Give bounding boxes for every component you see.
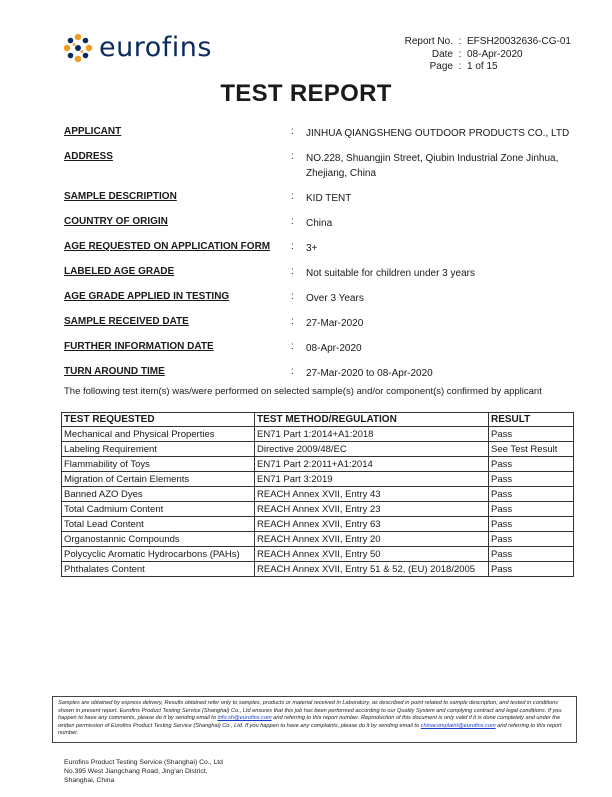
meta-separator: : [458,48,462,60]
disclaimer-text-2: and referring to this report number. Reproduction of this document is only valid if it is done completely and under the written permission of Eurofins Product Testing Service (Shanghai) Co., Ltd. If you happen to have any complaints, please do it by sending email to [58,715,561,729]
method-cell: REACH Annex XVII, Entry 51 & 52, (EU) 2018/2005 [255,562,489,577]
result-cell: Pass [489,487,574,502]
result-cell: Pass [489,532,574,547]
info-separator: : [291,126,294,137]
date-row [395,49,571,62]
info-email-link[interactable]: info.sh@eurofins.com [217,715,272,722]
footer-city: Shanghai, China [64,777,115,784]
further-info-value: 08-Apr-2020 [306,343,362,354]
date-label: Date [431,48,453,60]
info-separator: : [291,241,294,252]
further-info-label: FURTHER INFORMATION DATE [64,341,214,352]
info-separator: : [291,266,294,277]
brand-name: eurofins [99,32,212,63]
result-cell: Pass [489,562,574,577]
footer-company: Eurofins Product Testing Service (Shanghai) Co., Ltd [64,759,223,766]
result-cell: Pass [489,547,574,562]
test-cell: Polycyclic Aromatic Hydrocarbons (PAHs) [62,547,255,562]
table-row [62,517,574,532]
result-cell: Pass [489,427,574,442]
table-row [62,457,574,472]
result-cell: Pass [489,472,574,487]
result-cell: Pass [489,457,574,472]
method-cell: REACH Annex XVII, Entry 23 [255,502,489,517]
received-date-value: 27-Mar-2020 [306,318,364,329]
method-cell: Directive 2009/48/EC [255,442,489,457]
address-value: NO.228, Shuangjin Street, Qiubin Industrial Zone Jinhua, Zhejiang, China [306,153,559,179]
country-label: COUNTRY OF ORIGIN [64,216,168,227]
page-label: Page [429,61,453,72]
footer-address [64,758,223,785]
info-separator: : [291,341,294,352]
info-separator: : [291,316,294,327]
footer-street: No.395 West Jiangchang Road, Jing'an District, [64,768,208,775]
method-cell: REACH Annex XVII, Entry 20 [255,532,489,547]
sample-description-label: SAMPLE DESCRIPTION [64,191,177,202]
report-no-label: Report No. [404,36,453,47]
table-row [62,562,574,577]
report-meta [395,36,571,74]
sample-description-value: KID TENT [306,193,352,204]
country-value: China [306,218,333,229]
page-title: TEST REPORT [220,80,392,107]
labeled-age-value: Not suitable for children under 3 years [306,268,475,279]
age-requested-value: 3+ [306,243,318,254]
date-value: 08-Apr-2020 [467,48,523,60]
page-value: 1 of 15 [467,61,498,72]
table-row [62,472,574,487]
test-items-note: The following test item(s) was/were performed on selected sample(s) and/or component(s) confirmed by applicant [64,386,542,397]
result-cell: See Test Result [489,442,574,457]
labeled-age-label: LABELED AGE GRADE [64,266,175,277]
test-cell: Migration of Certain Elements [62,472,255,487]
method-cell: EN71 Part 2:2011+A1:2014 [255,457,489,472]
applicant-label: APPLICANT [64,126,122,137]
method-cell: REACH Annex XVII, Entry 50 [255,547,489,562]
result-cell: Pass [489,502,574,517]
eurofins-logo [63,32,212,63]
method-cell: EN71 Part 1:2014+A1:2018 [255,427,489,442]
col-result: RESULT [489,413,574,427]
applicant-value: JINHUA QIANGSHENG OUTDOOR PRODUCTS CO., LTD [306,128,570,139]
turnaround-label: TURN AROUND TIME [64,366,165,377]
turnaround-value: 27-Mar-2020 to 08-Apr-2020 [306,368,433,379]
info-separator: : [291,191,294,202]
table-row [62,442,574,457]
method-cell: REACH Annex XVII, Entry 63 [255,517,489,532]
info-separator: : [291,291,294,302]
table-row [62,502,574,517]
test-cell: Total Cadmium Content [62,502,255,517]
method-cell: REACH Annex XVII, Entry 43 [255,487,489,502]
table-row [62,532,574,547]
col-test-method: TEST METHOD/REGULATION [255,413,489,427]
method-cell: EN71 Part 3:2019 [255,472,489,487]
page-row [395,61,571,74]
table-row [62,487,574,502]
address-label: ADDRESS [64,151,113,162]
results-table [61,412,574,577]
age-requested-label: AGE REQUESTED ON APPLICATION FORM [64,241,271,252]
info-separator: : [291,216,294,227]
result-cell: Pass [489,517,574,532]
report-no-row [395,36,571,49]
table-header-row [62,413,574,427]
disclaimer-box [52,696,577,743]
report-no-value: EFSH20032636-CG-01 [467,36,571,47]
age-applied-label: AGE GRADE APPLIED IN TESTING [64,291,230,302]
table-row [62,427,574,442]
disclaimer-text-1: Samples are obtained by express delivery, Results obtained refer only to samples, products or material received in Laboratory, as described in point related to sample description, and tested in conditions shown in present report. Eurofins Product Testing Service (Shanghai) Co., Ltd ensures that this job has been performed according to our Quality System and complying contract and legal conditions. If you happen to have any comments, please do it by sending email to [58,700,562,722]
test-cell: Banned AZO Dyes [62,487,255,502]
complaint-email-link[interactable]: chinacomplaint@eurofins.com [420,722,496,729]
info-separator: : [291,366,294,377]
col-test-requested: TEST REQUESTED [62,413,255,427]
info-separator: : [291,151,294,162]
test-cell: Mechanical and Physical Properties [62,427,255,442]
meta-separator: : [458,36,462,47]
eurofins-dots-icon [63,33,93,63]
disclaimer-text-3: and referring to this report number. [58,722,562,737]
test-cell: Total Lead Content [62,517,255,532]
test-cell: Labeling Requirement [62,442,255,457]
age-applied-value: Over 3 Years [306,293,364,304]
received-date-label: SAMPLE RECEIVED DATE [64,316,189,327]
table-row [62,547,574,562]
meta-separator: : [458,61,462,72]
test-cell: Organostannic Compounds [62,532,255,547]
test-cell: Phthalates Content [62,562,255,577]
test-cell: Flammability of Toys [62,457,255,472]
